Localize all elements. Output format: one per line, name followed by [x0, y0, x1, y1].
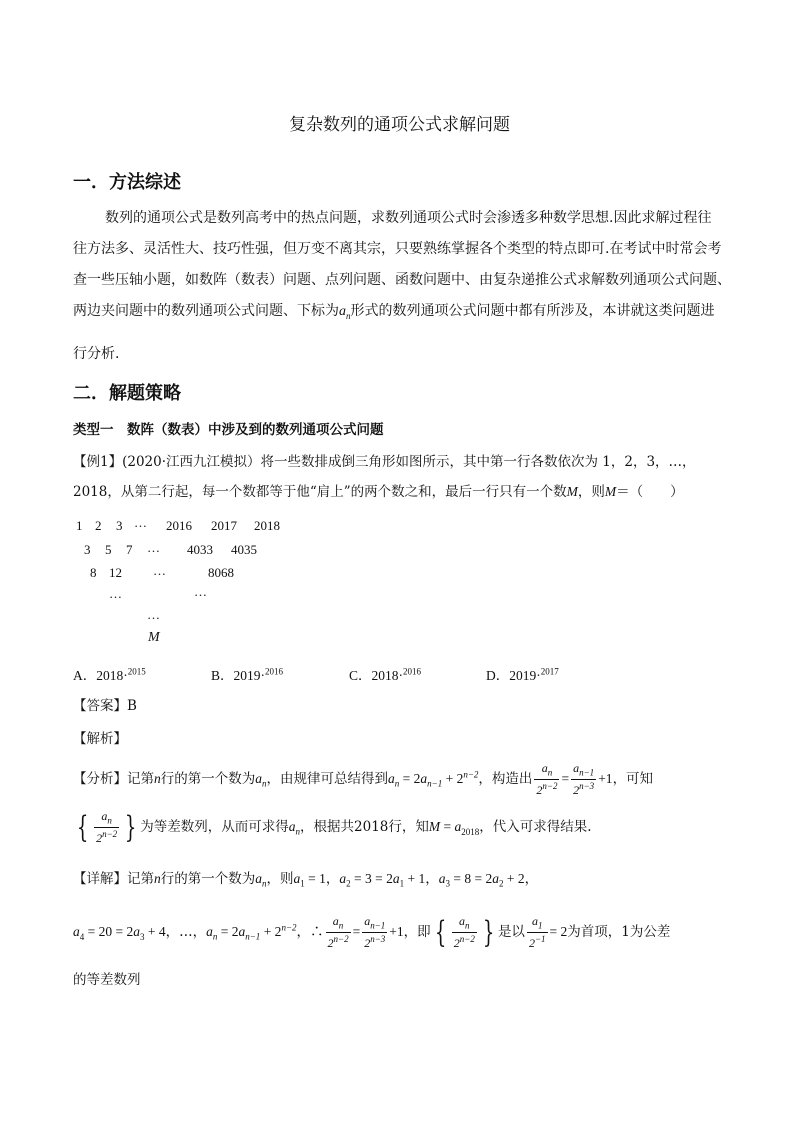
- triangle-cell: 2017: [211, 518, 237, 533]
- detail-line: 【详解】记第n行的第一个数为$a_n$，则$a_1 = 1$，$a_2 = 3 = 2a_1 + 1$，$a_3 = 8 = 2a_2 + 2$，: [73, 871, 539, 889]
- paragraph-line: 查一些压轴小题，如数阵（数表）问题、点列问题、函数问题中、由复杂递推公式求解数列通项公式问题、: [73, 272, 731, 288]
- paragraph-line: 往方法多、灵活性大、技巧性强，但万变不离其宗，只要熟练掌握各个类型的特点即可.在考试中时常会考: [73, 241, 722, 257]
- option-base: 2019: [509, 668, 537, 683]
- detail-line: 的等差数列: [73, 972, 141, 988]
- example-text: ，则: [577, 484, 605, 500]
- option-base: 2018: [371, 668, 399, 683]
- detail-text: ，∴: [296, 924, 324, 941]
- triangle-cell: …: [147, 607, 160, 622]
- triangle-cell: 4033: [187, 542, 213, 557]
- example-text: ＝（ ）: [616, 484, 684, 500]
- detail-text: ，: [325, 871, 340, 887]
- paragraph-text: 两边夹问题中的数列通项公式问题、下标为: [73, 303, 339, 319]
- triangle-cell: …: [134, 515, 147, 530]
- analysis-text: ，代入可求得结果.: [479, 819, 592, 836]
- triangle-cell: 3: [116, 518, 123, 533]
- triangle-cell: …: [147, 540, 160, 555]
- paragraph-line: [73, 296, 715, 332]
- option-exp: 2016: [403, 666, 422, 677]
- triangle-cell: 3: [84, 542, 91, 557]
- analysis-text: ，根据共2018行，知: [300, 819, 429, 836]
- triangle-cell-M: M: [148, 630, 160, 645]
- detail-line: $a_4 = 20 = 2a_3 + 4$，…，$a_n = 2a_{n-1} + 2^{n-2}$，∴ $\frac{a_n}{2^{n-2}}$ = $\frac{a_{n-1}}{2^{n-3}}$ +1，即 { $\frac{a_n}{2^{n-2}}$ } 是以 $\frac{a_1}{2^{-1}}$ = 2为首项，1为公差: [73, 914, 671, 951]
- paragraph-line: 行分析.: [73, 346, 120, 362]
- triangle-cell: 7: [126, 542, 133, 557]
- detail-text: ，则: [266, 871, 294, 887]
- example-line: [73, 480, 684, 500]
- triangle-cell: …: [153, 563, 166, 578]
- detail-text: ，: [425, 871, 439, 887]
- option-label: B．: [211, 668, 234, 683]
- option-exp: 2017: [540, 666, 559, 677]
- math-M: M: [604, 484, 617, 499]
- triangle-cell: 12: [109, 565, 122, 580]
- detail-text: 是以: [497, 924, 525, 941]
- triangle-cell: 5: [105, 542, 112, 557]
- analysis-text: 行的第一个数为: [160, 771, 256, 788]
- analysis-label: 【解析】: [73, 731, 127, 747]
- triangle-cell: 2016: [166, 518, 192, 533]
- option-label: A．: [73, 668, 97, 683]
- paragraph-text: 形式的数列通项公式问题中都有所涉及，本讲就这类问题进: [350, 303, 715, 319]
- option-exp: 2015: [127, 666, 146, 677]
- analysis-text: 【分析】记第: [73, 771, 154, 788]
- triangle-cell: 2018: [254, 518, 280, 533]
- detail-text: ，…，: [165, 924, 207, 941]
- triangle-cell: 4035: [231, 542, 257, 557]
- analysis-line: { $\frac{a_n}{2^{n-2}}$ } 为等差数列，从而可求得$a_n$，根据共2018行，知$M = a_{2018}$，代入可求得结果.: [76, 809, 592, 846]
- option-d: D．2019·$^{2017}$: [486, 666, 559, 683]
- option-b: B．2019·$^{2016}$: [211, 666, 284, 683]
- analysis-text: 为等差数列，从而可求得: [140, 819, 289, 836]
- option-exp: 2016: [265, 666, 284, 677]
- detail-text: 行的第一个数为: [160, 871, 256, 887]
- detail-text: 【详解】记第: [73, 871, 154, 887]
- option-c: C．2018·$^{2016}$: [349, 666, 422, 683]
- analysis-text: ，由规律可总结得到: [266, 771, 388, 788]
- math-M: M: [566, 484, 578, 499]
- section-heading-method-overview: 一．方法综述: [73, 172, 181, 193]
- option-label: C．: [349, 668, 372, 683]
- analysis-line: 【分析】记第n行的第一个数为$a_n$，由规律可总结得到$a_n = 2a_{n-1} + 2^{n-2}$，构造出 $\frac{a_n}{2^{n-2}}$ = $\frac{a_{n-1}}{2^{n-3}}$ +1，可知: [73, 761, 654, 798]
- triangle-cell: 8: [90, 565, 97, 580]
- option-base: 2019: [233, 668, 261, 683]
- detail-text: 为首项，1为公差: [567, 924, 671, 941]
- section-heading-strategy: 二．解题策略: [73, 383, 181, 404]
- detail-text: ，: [524, 871, 539, 887]
- triangle-cell: 2: [95, 518, 102, 533]
- triangle-cell: …: [194, 584, 207, 599]
- analysis-text: ，可知: [612, 771, 654, 788]
- triangle-cell: …: [109, 586, 122, 601]
- triangle-cell: 8068: [208, 565, 234, 580]
- type-heading: 类型一 数阵（数表）中涉及到的数列通项公式问题: [73, 422, 384, 438]
- page-title: 复杂数列的通项公式求解问题: [289, 115, 510, 135]
- example-line: 【例1】(2020·江西九江模拟）将一些数排成倒三角形如图所示，其中第一行各数依次为 1，2，3，…，: [73, 454, 696, 470]
- answer: 【答案】B: [73, 698, 137, 714]
- paragraph-line: 数列的通项公式是数列高考中的热点问题，求数列通项公式时会渗透多种数学思想.因此求解过程往: [105, 210, 712, 226]
- option-base: 2018: [96, 668, 124, 683]
- example-text: 2018，从第二行起，每一个数都等于他“肩上”的两个数之和，最后一行只有一个数: [73, 484, 567, 500]
- math-a-n: $a_n$: [339, 304, 351, 321]
- option-label: D．: [486, 668, 510, 683]
- option-a: A．2018·$^{2015}$: [73, 666, 146, 683]
- analysis-text: ，构造出: [478, 771, 533, 788]
- detail-text: ，即: [403, 924, 431, 941]
- triangle-cell: 1: [76, 518, 83, 533]
